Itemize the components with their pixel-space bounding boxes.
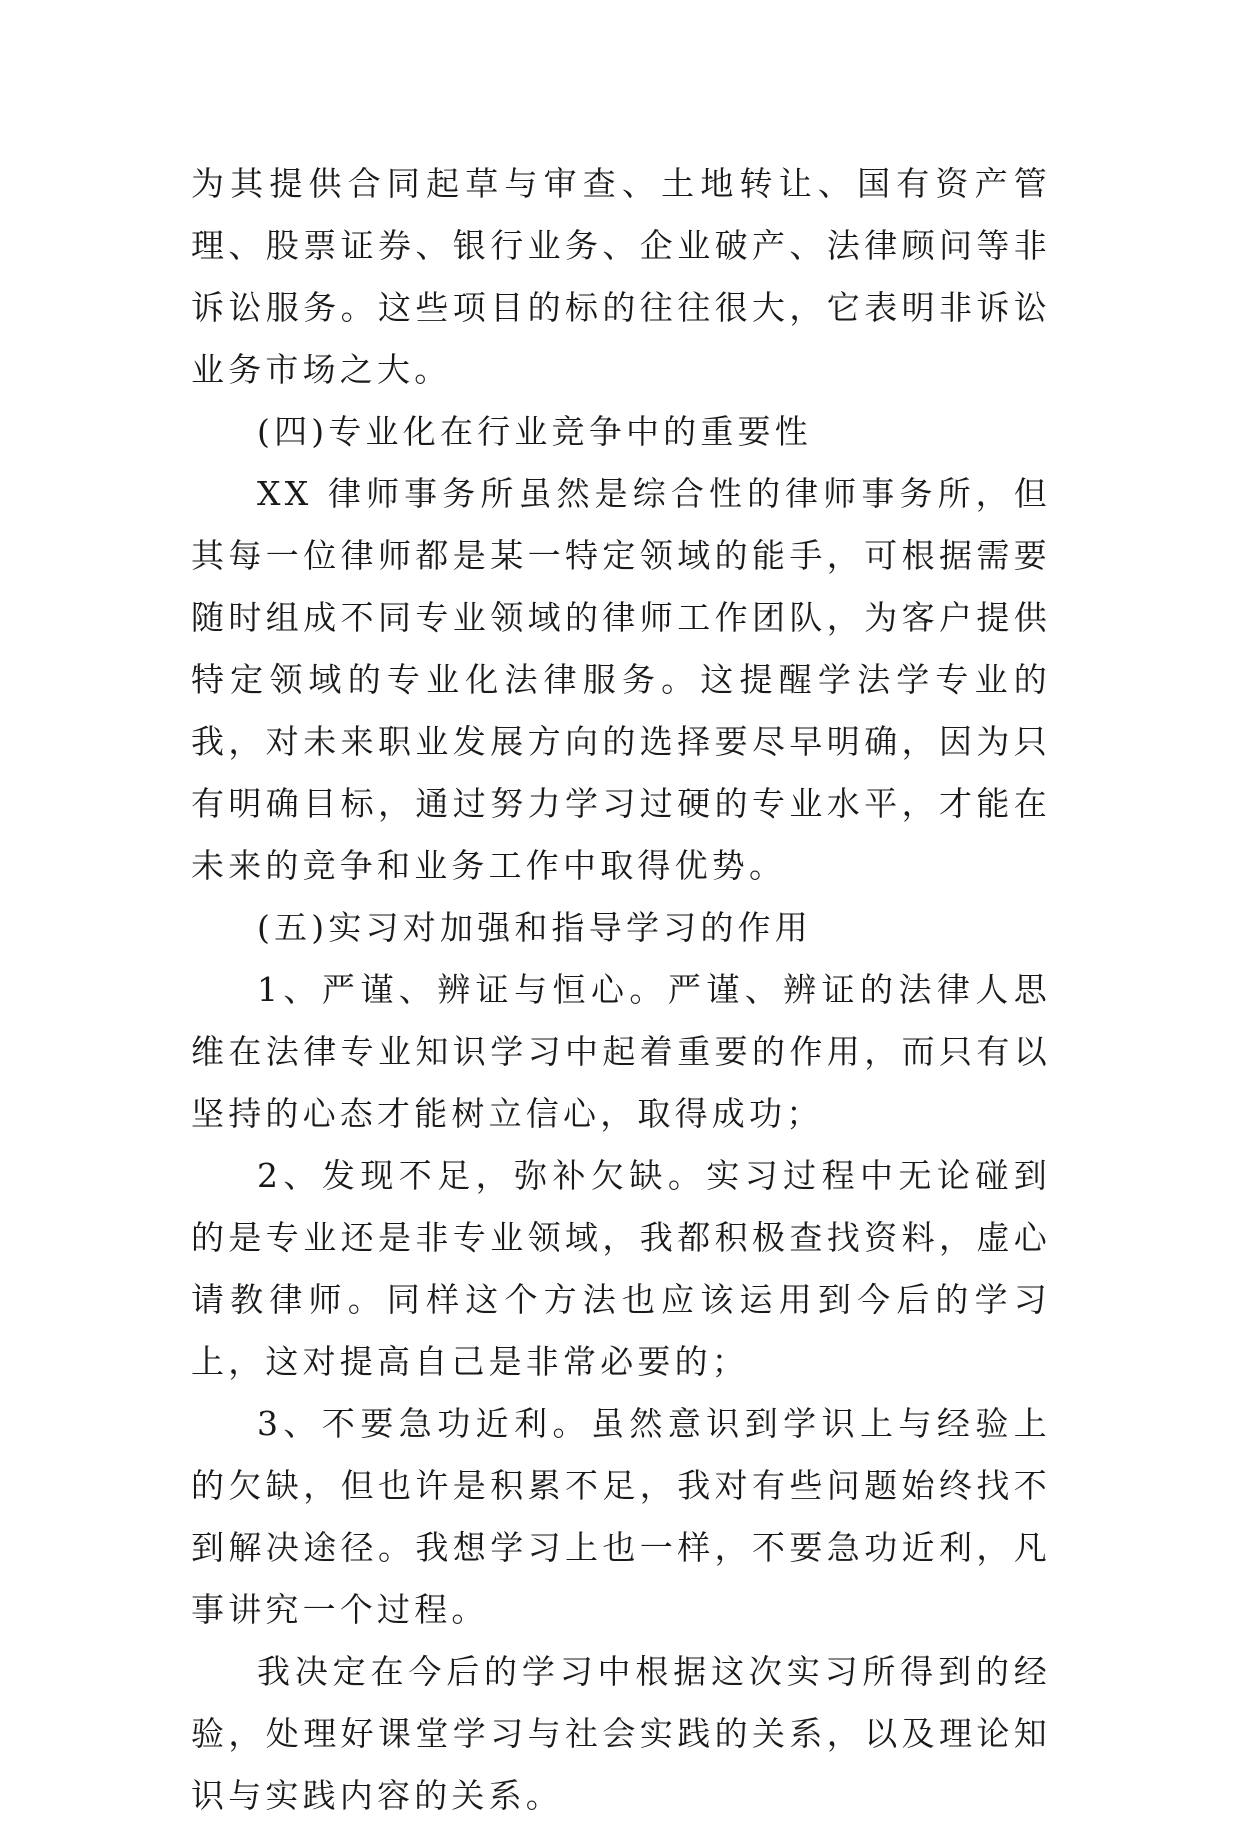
section-heading-five: (五)实习对加强和指导学习的作用 — [257, 908, 812, 947]
list-item-three: 3、不要急功近利。虽然意识到学识上与经验上的欠缺，但也许是积累不足，我对有些问题始终找不到解决途径。我想学习上也一样，不要急功近利，凡事讲究一个过程。 — [191, 1404, 1051, 1629]
document-body — [191, 153, 1051, 1827]
paragraph-specialization: XX 律师事务所虽然是综合性的律师事务所，但其每一位律师都是某一特定领域的能手，可根据需要随时组成不同专业领域的律师工作团队，为客户提供特定领域的专业化法律服务。这提醒学法学专业的我，对未来职业发展方向的选择要尽早明确，因为只有明确目标，通过努力学习过硬的专业水平，才能在未来的竞争和业务工作中取得优势。 — [191, 474, 1051, 885]
list-item-one: 1、严谨、辨证与恒心。严谨、辨证的法律人思维在法律专业知识学习中起着重要的作用，而只有以坚持的心态才能树立信心，取得成功； — [191, 970, 1051, 1133]
paragraph-conclusion: 我决定在今后的学习中根据这次实习所得到的经验，处理好课堂学习与社会实践的关系，以及理论知识与实践内容的关系。 — [191, 1652, 1051, 1815]
section-heading-four: (四)专业化在行业竞争中的重要性 — [257, 412, 812, 451]
paragraph-continuation: 为其提供合同起草与审查、土地转让、国有资产管理、股票证券、银行业务、企业破产、法律顾问等非诉讼服务。这些项目的标的往往很大，它表明非诉讼业务市场之大。 — [191, 164, 1051, 389]
list-item-two: 2、发现不足，弥补欠缺。实习过程中无论碰到的是专业还是非专业领域，我都积极查找资料，虚心请教律师。同样这个方法也应该运用到今后的学习上，这对提高自己是非常必要的； — [191, 1156, 1051, 1381]
